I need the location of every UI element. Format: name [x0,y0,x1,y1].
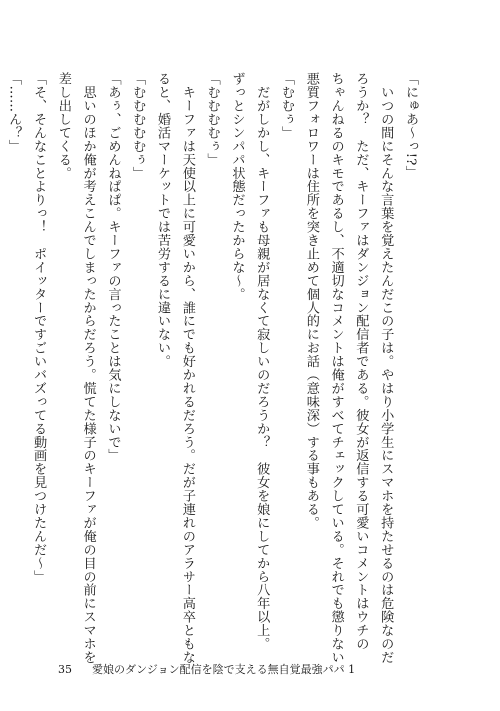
page-footer [58,663,355,677]
text-line: 悪質フォロワーは住所を突き止めて個人的にお話（意味深）する事もある。 [303,72,319,530]
text-line: いつの間にそんな言葉を覚えたんだこの子は。やはり小学生にスマホを持たせるのは危険なのだ [378,72,394,664]
text-line: 「……ん？」 [6,72,22,153]
text-line: ると、婚活マーケットでは苦労するに違いない。 [155,72,171,368]
text-line: 「むむぅ」 [279,72,295,140]
text-line: 「そ、そんなことよりっ！ ポイッターですごいバズってる動画を見つけたんだ〜」 [31,72,47,584]
vertical-text-body [6,72,422,664]
text-line: 「あぅ、ごめんねぱぱ。キーファの言ったことは気にしないで」 [105,72,121,463]
text-line: 「にゅあ〜っ!?」 [403,72,418,180]
text-line: 思いのほか俺が考えこんでしまったからだろう。慌てた様子のキーファが俺の目の前にスマホを [80,72,96,664]
text-line: だがしかし、キーファも母親が居なくて寂しいのだろうか？ 彼女を娘にしてから八年以上。 [254,72,270,651]
text-line: ろうか？ ただ、キーファはダンジョン配信者である。彼女が返信する可愛いコメントはウチの [353,72,369,651]
text-line: キーファは天使以上に可愛いから、誰にでも好かれるだろう。だが子連れのアラサー高卒ともな [179,72,195,664]
text-line: 「むむむむぅ」 [204,72,220,167]
text-line: ずっとシンパパ状態だったからな〜。 [229,72,245,301]
text-line: 「むむむむむぅ」 [130,72,146,180]
text-line: ちゃんねるのキモであるし、不適切なコメントは俺がすべてチェックしている。それでも懲りない [328,72,344,664]
page-number: 35 [58,663,72,676]
text-line: 差し出してくる。 [55,72,71,180]
running-title: 愛娘のダンジョン配信を陰で支える無自覚最強パパ 1 [92,663,356,676]
